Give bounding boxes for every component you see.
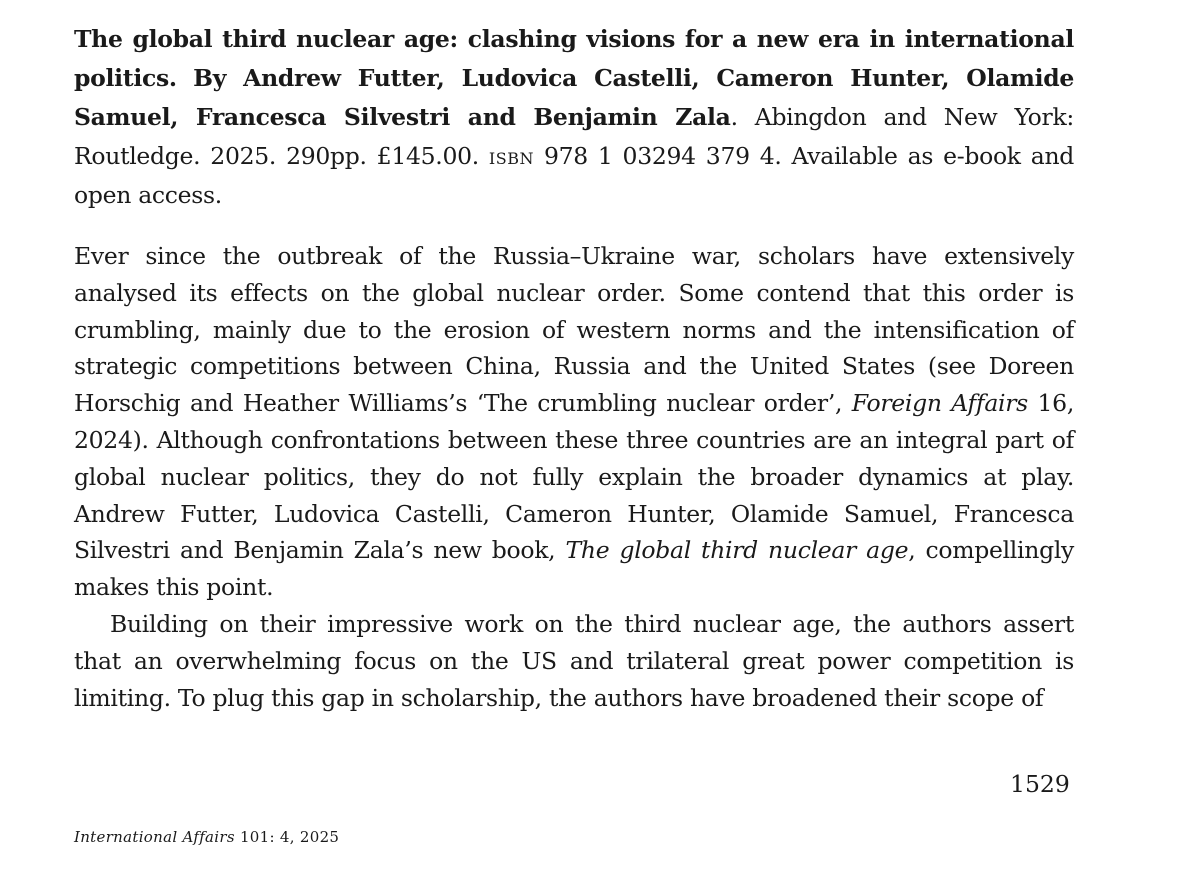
page-number: 1529 <box>1010 770 1070 798</box>
review-page <box>74 20 1074 716</box>
book-authors: By Andrew Futter, Ludovica Castelli, Cameron Hunter, Olamide Samuel, Francesca Silvestri and Benjamin Zala <box>74 64 1074 131</box>
footer-issue: 101: 4, 2025 <box>239 828 340 846</box>
book-title: The global third nuclear age: clashing visions for a new era in international politics. <box>74 25 1074 92</box>
publication-details: . Abingdon and New York: Routledge. 2025. 290pp. £145.00. <box>74 103 1074 170</box>
paragraph-1-text-b: 16, 2024). Although confrontations between these three countries are an integral part of global nuclear politics, they do not fully explain the broader dynamics at play. Andrew Futter, Ludovica Castelli, Cameron Hunter, Olamide Samuel, Francesca Silvestri and Benjamin Zala’s new book, <box>74 389 1074 565</box>
paragraph-1-text-a: Ever since the outbreak of the Russia–Ukraine war, scholars have extensively analysed its effects on the global nuclear order. Some contend that this order is crumbling, mainly due to the erosion of western norms and the intensification of strategic competitions between China, Russia and the United States (see Doreen Horschig and Heather Williams’s ‘The crumbling nuclear order’, <box>74 242 1074 418</box>
book-citation <box>74 20 1074 215</box>
journal-reference: Foreign Affairs <box>851 389 1028 418</box>
running-footer <box>74 828 339 846</box>
isbn-label: isbn <box>488 142 534 170</box>
review-paragraph-2: Building on their impressive work on the third nuclear age, the authors assert that an overwhelming focus on the US and trilateral great power competition is limiting. To plug this gap in scholarship, the authors have broadened their scope of <box>74 609 1074 712</box>
book-title-reference: The global third nuclear age <box>565 536 909 565</box>
review-paragraph-1 <box>74 238 1074 606</box>
footer-journal: International Affairs <box>74 828 235 846</box>
isbn-availability: 978 1 03294 379 4. Available as e-book and open access. <box>74 142 1075 209</box>
paragraph-1-text-c: , compellingly makes this point. <box>74 536 1075 602</box>
